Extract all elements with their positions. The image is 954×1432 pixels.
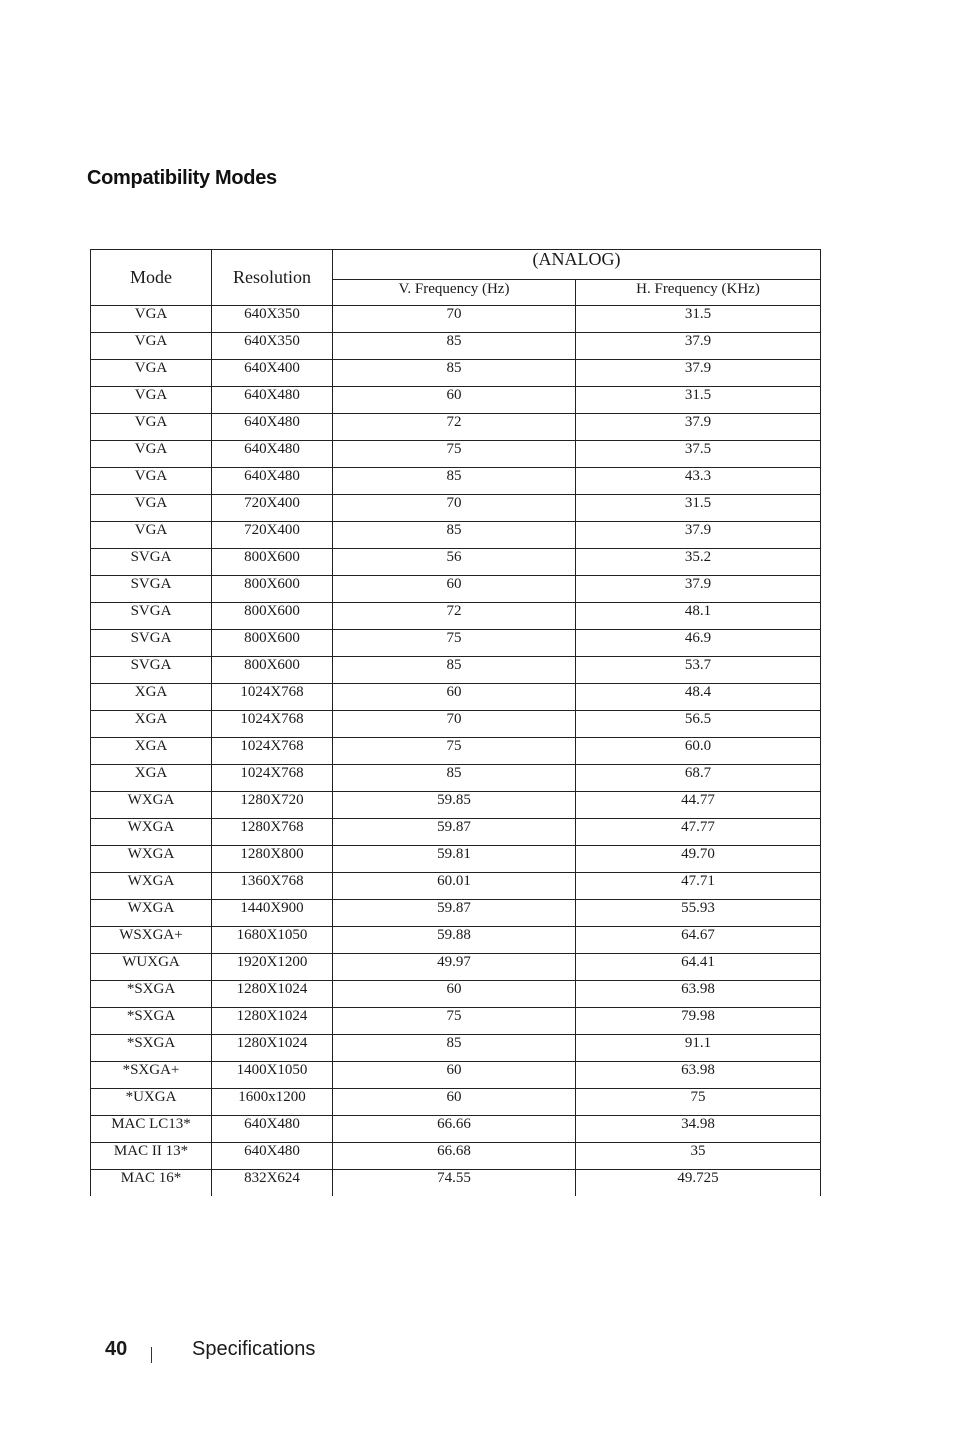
cell-resolution: 1280X768 bbox=[212, 819, 333, 846]
cell-h-frequency: 31.5 bbox=[576, 306, 821, 333]
cell-v-frequency: 85 bbox=[333, 333, 576, 360]
table-row bbox=[91, 441, 821, 468]
cell-h-frequency: 63.98 bbox=[576, 1062, 821, 1089]
cell-mode: WXGA bbox=[91, 873, 212, 900]
cell-v-frequency: 59.87 bbox=[333, 819, 576, 846]
cell-v-frequency: 74.55 bbox=[333, 1170, 576, 1197]
cell-h-frequency: 31.5 bbox=[576, 387, 821, 414]
cell-resolution: 1600x1200 bbox=[212, 1089, 333, 1116]
cell-v-frequency: 66.68 bbox=[333, 1143, 576, 1170]
cell-v-frequency: 59.85 bbox=[333, 792, 576, 819]
cell-v-frequency: 60.01 bbox=[333, 873, 576, 900]
cell-mode: WXGA bbox=[91, 900, 212, 927]
cell-resolution: 720X400 bbox=[212, 522, 333, 549]
cell-mode: MAC II 13* bbox=[91, 1143, 212, 1170]
header-h-frequency: H. Frequency (KHz) bbox=[576, 280, 821, 306]
cell-h-frequency: 60.0 bbox=[576, 738, 821, 765]
cell-h-frequency: 37.9 bbox=[576, 333, 821, 360]
table-row bbox=[91, 549, 821, 576]
cell-v-frequency: 60 bbox=[333, 1062, 576, 1089]
cell-h-frequency: 64.67 bbox=[576, 927, 821, 954]
cell-mode: VGA bbox=[91, 306, 212, 333]
cell-v-frequency: 75 bbox=[333, 630, 576, 657]
cell-v-frequency: 60 bbox=[333, 981, 576, 1008]
cell-resolution: 1280X1024 bbox=[212, 1035, 333, 1062]
cell-resolution: 1680X1050 bbox=[212, 927, 333, 954]
cell-v-frequency: 75 bbox=[333, 1008, 576, 1035]
cell-resolution: 1920X1200 bbox=[212, 954, 333, 981]
table-row bbox=[91, 846, 821, 873]
cell-mode: SVGA bbox=[91, 603, 212, 630]
table-row bbox=[91, 738, 821, 765]
cell-mode: VGA bbox=[91, 360, 212, 387]
cell-h-frequency: 37.9 bbox=[576, 576, 821, 603]
cell-h-frequency: 91.1 bbox=[576, 1035, 821, 1062]
table-row bbox=[91, 1143, 821, 1170]
table-row bbox=[91, 765, 821, 792]
table-row bbox=[91, 1170, 821, 1197]
cell-mode: *SXGA bbox=[91, 1008, 212, 1035]
table-row bbox=[91, 387, 821, 414]
header-v-frequency: V. Frequency (Hz) bbox=[333, 280, 576, 306]
cell-mode: *SXGA+ bbox=[91, 1062, 212, 1089]
cell-h-frequency: 37.9 bbox=[576, 522, 821, 549]
cell-v-frequency: 72 bbox=[333, 414, 576, 441]
cell-mode: SVGA bbox=[91, 576, 212, 603]
cell-h-frequency: 31.5 bbox=[576, 495, 821, 522]
table-row bbox=[91, 657, 821, 684]
cell-resolution: 640X480 bbox=[212, 387, 333, 414]
cell-v-frequency: 85 bbox=[333, 522, 576, 549]
cell-v-frequency: 59.88 bbox=[333, 927, 576, 954]
cell-mode: XGA bbox=[91, 711, 212, 738]
table-row bbox=[91, 1089, 821, 1116]
cell-v-frequency: 49.97 bbox=[333, 954, 576, 981]
cell-resolution: 1280X1024 bbox=[212, 981, 333, 1008]
cell-mode: XGA bbox=[91, 738, 212, 765]
cell-resolution: 800X600 bbox=[212, 576, 333, 603]
table-row bbox=[91, 792, 821, 819]
cell-resolution: 1024X768 bbox=[212, 684, 333, 711]
cell-resolution: 1400X1050 bbox=[212, 1062, 333, 1089]
table-row bbox=[91, 522, 821, 549]
cell-h-frequency: 34.98 bbox=[576, 1116, 821, 1143]
cell-h-frequency: 47.77 bbox=[576, 819, 821, 846]
table-row bbox=[91, 711, 821, 738]
cell-v-frequency: 59.81 bbox=[333, 846, 576, 873]
table-row bbox=[91, 630, 821, 657]
cell-v-frequency: 66.66 bbox=[333, 1116, 576, 1143]
cell-resolution: 1024X768 bbox=[212, 738, 333, 765]
cell-h-frequency: 43.3 bbox=[576, 468, 821, 495]
cell-mode: SVGA bbox=[91, 657, 212, 684]
cell-mode: WXGA bbox=[91, 792, 212, 819]
cell-h-frequency: 75 bbox=[576, 1089, 821, 1116]
table-row bbox=[91, 1116, 821, 1143]
cell-v-frequency: 75 bbox=[333, 738, 576, 765]
table-row bbox=[91, 1035, 821, 1062]
cell-mode: WUXGA bbox=[91, 954, 212, 981]
cell-resolution: 720X400 bbox=[212, 495, 333, 522]
cell-v-frequency: 85 bbox=[333, 1035, 576, 1062]
cell-h-frequency: 47.71 bbox=[576, 873, 821, 900]
cell-h-frequency: 56.5 bbox=[576, 711, 821, 738]
cell-mode: WSXGA+ bbox=[91, 927, 212, 954]
cell-h-frequency: 79.98 bbox=[576, 1008, 821, 1035]
cell-mode: VGA bbox=[91, 522, 212, 549]
cell-mode: MAC LC13* bbox=[91, 1116, 212, 1143]
table-row bbox=[91, 360, 821, 387]
table-header bbox=[91, 250, 821, 306]
cell-v-frequency: 85 bbox=[333, 657, 576, 684]
table-body bbox=[91, 306, 821, 1197]
cell-mode: VGA bbox=[91, 414, 212, 441]
cell-v-frequency: 60 bbox=[333, 1089, 576, 1116]
cell-mode: VGA bbox=[91, 387, 212, 414]
cell-h-frequency: 46.9 bbox=[576, 630, 821, 657]
table-row bbox=[91, 981, 821, 1008]
cell-mode: SVGA bbox=[91, 630, 212, 657]
cell-h-frequency: 37.9 bbox=[576, 360, 821, 387]
cell-mode: XGA bbox=[91, 765, 212, 792]
cell-resolution: 1440X900 bbox=[212, 900, 333, 927]
cell-v-frequency: 70 bbox=[333, 306, 576, 333]
table-row bbox=[91, 603, 821, 630]
cell-resolution: 800X600 bbox=[212, 549, 333, 576]
table-row bbox=[91, 684, 821, 711]
cell-h-frequency: 68.7 bbox=[576, 765, 821, 792]
cell-h-frequency: 44.77 bbox=[576, 792, 821, 819]
page-number: 40 bbox=[105, 1338, 128, 1360]
cell-mode: WXGA bbox=[91, 846, 212, 873]
cell-h-frequency: 48.1 bbox=[576, 603, 821, 630]
cell-h-frequency: 63.98 bbox=[576, 981, 821, 1008]
cell-resolution: 1360X768 bbox=[212, 873, 333, 900]
table-row bbox=[91, 306, 821, 333]
cell-h-frequency: 35 bbox=[576, 1143, 821, 1170]
cell-resolution: 800X600 bbox=[212, 657, 333, 684]
cell-mode: XGA bbox=[91, 684, 212, 711]
cell-mode: MAC 16* bbox=[91, 1170, 212, 1197]
cell-v-frequency: 60 bbox=[333, 684, 576, 711]
cell-mode: WXGA bbox=[91, 819, 212, 846]
cell-resolution: 640X400 bbox=[212, 360, 333, 387]
cell-resolution: 1280X800 bbox=[212, 846, 333, 873]
cell-v-frequency: 72 bbox=[333, 603, 576, 630]
cell-v-frequency: 60 bbox=[333, 576, 576, 603]
compatibility-modes-table bbox=[90, 249, 821, 1196]
cell-v-frequency: 59.87 bbox=[333, 900, 576, 927]
header-analog-group: (ANALOG) bbox=[333, 250, 821, 280]
cell-mode: *SXGA bbox=[91, 981, 212, 1008]
cell-resolution: 640X480 bbox=[212, 1116, 333, 1143]
table-row bbox=[91, 1062, 821, 1089]
cell-resolution: 1024X768 bbox=[212, 765, 333, 792]
table-row bbox=[91, 900, 821, 927]
cell-h-frequency: 37.5 bbox=[576, 441, 821, 468]
table-row bbox=[91, 414, 821, 441]
cell-resolution: 640X480 bbox=[212, 441, 333, 468]
table-row bbox=[91, 927, 821, 954]
cell-h-frequency: 64.41 bbox=[576, 954, 821, 981]
cell-resolution: 800X600 bbox=[212, 603, 333, 630]
cell-resolution: 1280X720 bbox=[212, 792, 333, 819]
table-row bbox=[91, 819, 821, 846]
cell-mode: VGA bbox=[91, 441, 212, 468]
cell-v-frequency: 85 bbox=[333, 468, 576, 495]
cell-h-frequency: 49.70 bbox=[576, 846, 821, 873]
footer-divider bbox=[151, 1347, 152, 1363]
cell-resolution: 800X600 bbox=[212, 630, 333, 657]
cell-h-frequency: 55.93 bbox=[576, 900, 821, 927]
cell-resolution: 832X624 bbox=[212, 1170, 333, 1197]
cell-resolution: 640X480 bbox=[212, 1143, 333, 1170]
cell-resolution: 1024X768 bbox=[212, 711, 333, 738]
cell-h-frequency: 53.7 bbox=[576, 657, 821, 684]
table-row bbox=[91, 873, 821, 900]
table-row bbox=[91, 468, 821, 495]
cell-v-frequency: 60 bbox=[333, 387, 576, 414]
cell-mode: *UXGA bbox=[91, 1089, 212, 1116]
cell-v-frequency: 56 bbox=[333, 549, 576, 576]
cell-resolution: 640X350 bbox=[212, 306, 333, 333]
cell-mode: VGA bbox=[91, 333, 212, 360]
cell-v-frequency: 70 bbox=[333, 711, 576, 738]
cell-mode: VGA bbox=[91, 495, 212, 522]
cell-resolution: 640X480 bbox=[212, 414, 333, 441]
cell-h-frequency: 37.9 bbox=[576, 414, 821, 441]
header-mode: Mode bbox=[91, 250, 212, 306]
cell-h-frequency: 35.2 bbox=[576, 549, 821, 576]
table-row bbox=[91, 333, 821, 360]
cell-mode: *SXGA bbox=[91, 1035, 212, 1062]
cell-v-frequency: 85 bbox=[333, 765, 576, 792]
header-resolution: Resolution bbox=[212, 250, 333, 306]
table-row bbox=[91, 495, 821, 522]
footer-section-title: Specifications bbox=[192, 1338, 316, 1360]
cell-resolution: 640X480 bbox=[212, 468, 333, 495]
section-heading: Compatibility Modes bbox=[87, 167, 277, 189]
cell-v-frequency: 85 bbox=[333, 360, 576, 387]
cell-h-frequency: 48.4 bbox=[576, 684, 821, 711]
table-row bbox=[91, 576, 821, 603]
cell-mode: VGA bbox=[91, 468, 212, 495]
cell-mode: SVGA bbox=[91, 549, 212, 576]
table-row bbox=[91, 954, 821, 981]
cell-resolution: 1280X1024 bbox=[212, 1008, 333, 1035]
cell-v-frequency: 70 bbox=[333, 495, 576, 522]
cell-resolution: 640X350 bbox=[212, 333, 333, 360]
cell-v-frequency: 75 bbox=[333, 441, 576, 468]
cell-h-frequency: 49.725 bbox=[576, 1170, 821, 1197]
table-row bbox=[91, 1008, 821, 1035]
